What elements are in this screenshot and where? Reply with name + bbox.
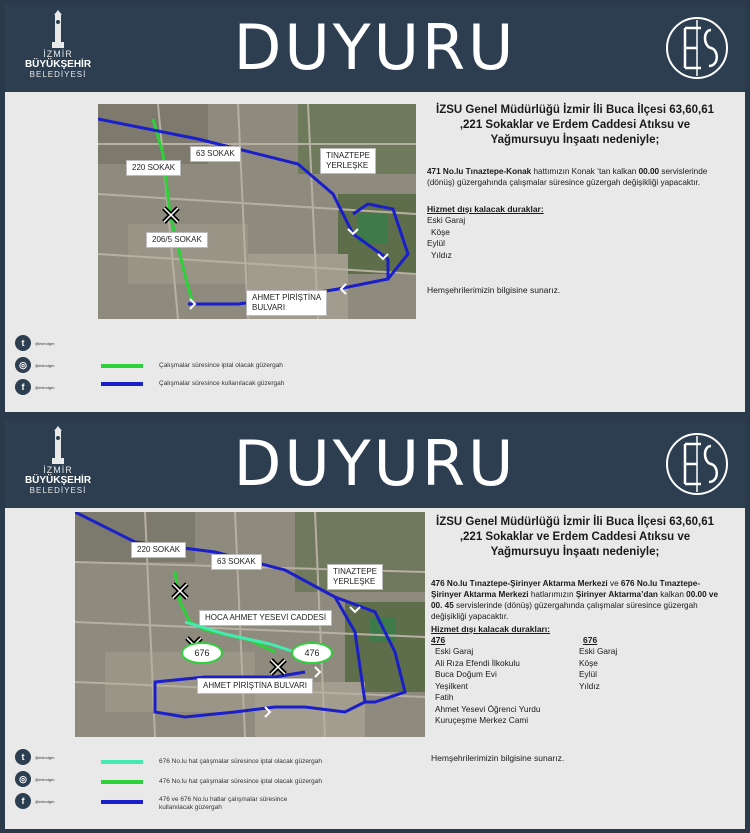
line-476-badge: 476 xyxy=(291,642,333,664)
stops-list xyxy=(425,215,725,261)
route-map xyxy=(75,512,425,737)
legend-item-used xyxy=(101,380,284,388)
eshot-monogram-icon xyxy=(657,424,737,504)
legend-swatch-light-green xyxy=(101,760,143,764)
map-label-tinaztepe: TINAZTEPE YERLEŞKE xyxy=(327,564,383,590)
social-twitter[interactable] xyxy=(15,332,54,354)
social-handle: @eshotgm xyxy=(35,798,55,804)
map-label-hoca-ahmet-yesevi: HOCA AHMET YESEVİ CADDESİ xyxy=(199,610,332,626)
facebook-icon: f xyxy=(15,793,31,809)
social-instagram[interactable] xyxy=(15,354,54,376)
stop-item: Eski Garaj xyxy=(579,646,618,656)
route-legend xyxy=(101,758,401,818)
stop-item: Köşe xyxy=(431,226,450,237)
eshot-monogram-icon xyxy=(657,8,737,88)
route-change-text xyxy=(425,578,725,622)
body-text-3: kalkan xyxy=(657,590,687,599)
column-heading-476: 476 xyxy=(431,635,446,645)
legend-text-block xyxy=(159,796,287,812)
logo-line-2: BÜYÜKŞEHİR xyxy=(24,59,92,70)
map-label-bulvar: AHMET PİRİŞTİNA BULVARI xyxy=(246,290,327,316)
legend-item-cancelled xyxy=(101,362,283,370)
route-change-text xyxy=(425,166,725,188)
map-label-220-sokak: 220 SOKAK xyxy=(131,542,186,558)
route-legend xyxy=(101,362,401,392)
social-handle: @eshotgm xyxy=(35,776,55,782)
line-676-badge: 676 xyxy=(181,642,223,664)
service-times: 00.00 ve 00. 45 xyxy=(431,590,719,610)
social-facebook[interactable] xyxy=(15,790,54,812)
map-label-63-sokak: 63 SOKAK xyxy=(190,146,241,162)
facebook-icon: f xyxy=(15,379,31,395)
izmir-bb-logo xyxy=(13,426,103,504)
stop-item: Eski Garaj xyxy=(427,215,466,225)
stop-item: Ali Rıza Efendi İlkokulu xyxy=(435,657,520,668)
social-handle: @eshotgm xyxy=(35,754,55,760)
stop-item: Kuruçeşme Merkez Cami xyxy=(435,715,529,725)
map-label-206-sokak: 206/5 SOKAK xyxy=(146,232,208,248)
body-text-2: hatlarımızın xyxy=(528,590,576,599)
column-heading-676: 676 xyxy=(583,635,598,645)
social-handle: @eshotgm xyxy=(35,362,55,368)
satellite-map-background xyxy=(98,104,416,319)
legend-item-used xyxy=(101,796,287,812)
header-bar xyxy=(5,4,745,92)
line-name-676: 676 No.lu Tınaztepe-Şirinyer Aktarma Merkezi xyxy=(431,579,701,599)
stop-item: Buca Doğum Evi xyxy=(435,669,497,679)
stop-item: Eski Garaj xyxy=(435,646,474,656)
clock-tower-icon xyxy=(47,426,69,466)
izmir-bb-logo xyxy=(13,10,103,88)
social-links xyxy=(15,332,54,398)
legend-swatch-blue xyxy=(101,800,143,804)
legend-swatch-green xyxy=(101,364,143,368)
legend-text: 476 No.lu hat çalışmalar süresince iptal olacak güzergah xyxy=(159,778,322,785)
route-map xyxy=(98,104,416,319)
body-text-1: ve xyxy=(607,579,621,588)
legend-text: Çalışmalar süresince iptal olacak güzergah xyxy=(159,362,283,369)
stop-item: Fatih xyxy=(435,692,454,702)
map-label-63-sokak: 63 SOKAK xyxy=(211,554,262,570)
info-title: İZSU Genel Müdürlüğü İzmir İli Buca İlçesi 63,60,61 ,221 Sokaklar ve Erdem Caddesi Atıksu ve Yağmursuyu İnşaatı nedeniyle; xyxy=(436,104,714,146)
clock-tower-icon xyxy=(47,10,69,50)
twitter-icon: t xyxy=(15,335,31,351)
legend-item-476-cancelled xyxy=(101,778,322,786)
social-handle: @eshotgm xyxy=(35,340,55,346)
stops-columns xyxy=(425,635,725,727)
line-name-476: 476 No.lu Tınaztepe-Şirinyer Aktarma Merkezi xyxy=(431,579,608,588)
legend-item-676-cancelled xyxy=(101,758,322,766)
stops-column-676 xyxy=(579,635,699,727)
legend-text: 476 ve 676 No.lu hatlar çalışmalar süresince xyxy=(159,796,288,803)
info-block xyxy=(425,515,725,764)
map-label-bulvar: AHMET PİRİŞTİNA BULVARI xyxy=(197,678,313,694)
stop-item: Köşe xyxy=(579,657,598,668)
header-bar xyxy=(5,420,745,508)
stop-item: Yıldız xyxy=(579,680,600,691)
closing-text: Hemşehrilerimizin bilgisine sunarız. xyxy=(431,752,565,763)
stops-heading: Hizmet dışı kalacak duraklar: xyxy=(427,204,544,214)
body-text-2: servislerinde (dönüş) güzergahında çalışmalar süresince güzergah değişikliği yapacaktır. xyxy=(427,167,708,187)
social-twitter[interactable] xyxy=(15,746,54,768)
instagram-icon: ◎ xyxy=(15,771,31,787)
legend-text: 676 No.lu hat çalışmalar süresince iptal olacak güzergah xyxy=(159,758,322,765)
page-title: DUYURU xyxy=(233,427,517,500)
page-title: DUYURU xyxy=(233,11,517,84)
logo-line-1: İZMİR xyxy=(43,49,73,59)
stop-item: Eylül xyxy=(579,669,597,679)
body-text-1: hattımızın Konak ‘tan kalkan xyxy=(531,167,639,176)
closing-text: Hemşehrilerimizin bilgisine sunarız. xyxy=(427,285,561,295)
logo-line-3: BELEDİYESİ xyxy=(29,486,87,495)
social-links xyxy=(15,746,54,812)
announcement-panel-471 xyxy=(5,4,745,412)
stop-item: Yeşilkent xyxy=(435,680,468,691)
stop-item: Yıldız xyxy=(431,249,452,260)
legend-text: kullanılacak güzergah xyxy=(159,804,222,811)
legend-swatch-blue xyxy=(101,382,143,386)
logo-line-1: İZMİR xyxy=(43,465,73,475)
twitter-icon: t xyxy=(15,749,31,765)
instagram-icon: ◎ xyxy=(15,357,31,373)
logo-line-2: BÜYÜKŞEHİR xyxy=(24,475,92,486)
legend-text: Çalışmalar süresince kullanılacak güzergah xyxy=(159,380,285,387)
line-name: 471 No.lu Tınaztepe-Konak xyxy=(427,167,532,176)
body-text-4: servislerinde (dönüş) güzergahında çalışmalar süresince güzergah değişikliği yapacaktır. xyxy=(431,601,698,621)
info-title: İZSU Genel Müdürlüğü İzmir İli Buca İlçesi 63,60,61 ,221 Sokaklar ve Erdem Caddesi Atıksu ve Yağmursuyu İnşaatı nedeniyle; xyxy=(436,516,714,558)
info-block xyxy=(425,103,725,296)
map-label-tinaztepe: TINAZTEPE YERLEŞKE xyxy=(320,148,376,174)
map-label-220-sokak: 220 SOKAK xyxy=(126,160,181,176)
stops-column-476 xyxy=(431,635,579,727)
stops-heading: Hizmet dışı kalacak durakları: xyxy=(431,624,551,634)
social-facebook[interactable] xyxy=(15,376,54,398)
stop-item: Eylül xyxy=(427,238,445,248)
service-time: 00.00 xyxy=(638,167,660,176)
social-handle: @eshotgm xyxy=(35,384,55,390)
logo-line-3: BELEDİYESİ xyxy=(29,70,87,79)
stop-item: Ahmet Yesevi Öğrenci Yurdu xyxy=(435,703,541,714)
origin-stop: Şirinyer Aktarma’dan xyxy=(575,590,658,599)
social-instagram[interactable] xyxy=(15,768,54,790)
legend-swatch-green xyxy=(101,780,143,784)
announcement-panel-476-676 xyxy=(5,420,745,829)
